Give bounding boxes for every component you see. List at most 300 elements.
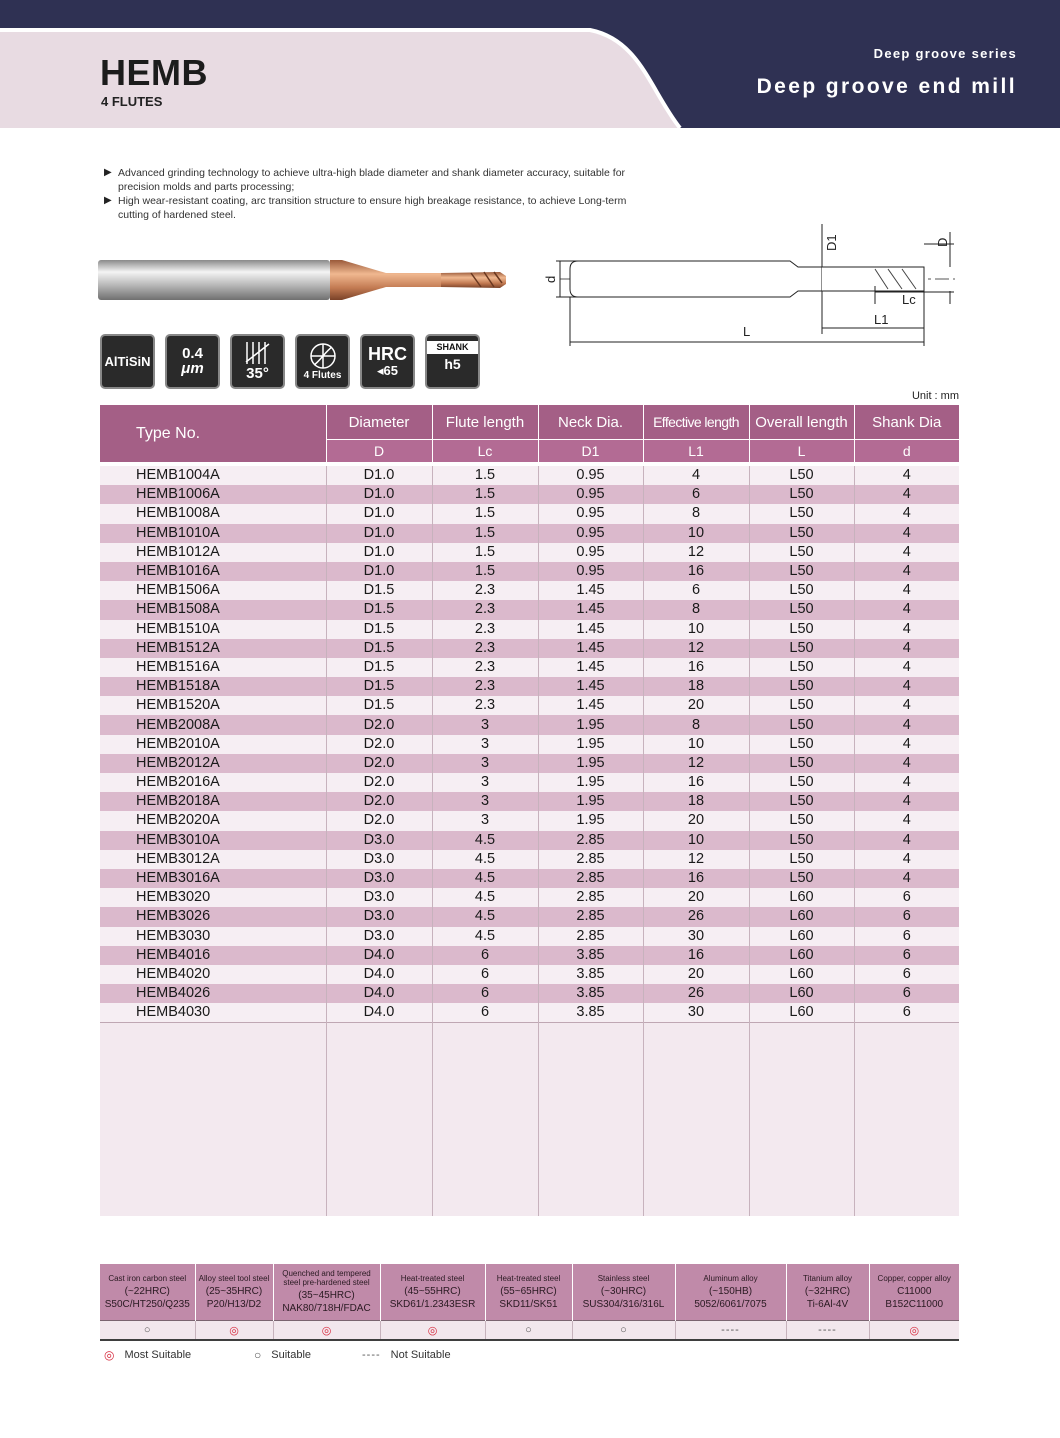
cell-type-no: HEMB1004A: [100, 466, 326, 485]
suitable-icon: ○: [254, 1348, 262, 1362]
cell-overall-length: L60: [749, 927, 854, 946]
cell-diameter: D3.0: [326, 869, 432, 888]
cell-neck-dia: 1.45: [538, 600, 643, 619]
cell-effective-length: 16: [643, 946, 749, 965]
cell-effective-length: 20: [643, 696, 749, 715]
cell-shank-dia: 6: [854, 888, 959, 907]
helix-angle-icon: [230, 334, 285, 389]
cell-type-no: HEMB1008A: [100, 504, 326, 523]
suitable-icon: ○: [572, 1321, 675, 1341]
bullet-arrow-icon: ▶: [104, 167, 112, 178]
cell-shank-dia: 4: [854, 562, 959, 581]
cell-flute-length: 4.5: [432, 831, 538, 850]
cell-effective-length: 10: [643, 524, 749, 543]
cell-overall-length: L50: [749, 504, 854, 523]
cell-diameter: D1.0: [326, 524, 432, 543]
cell-neck-dia: 2.85: [538, 831, 643, 850]
cell-shank-dia: 4: [854, 620, 959, 639]
most-suitable-icon: ◎: [195, 1321, 273, 1341]
cell-diameter: D1.5: [326, 696, 432, 715]
cell-shank-dia: 4: [854, 543, 959, 562]
cell-overall-length: L50: [749, 773, 854, 792]
cell-diameter: D3.0: [326, 850, 432, 869]
cell-overall-length: L50: [749, 485, 854, 504]
material-hardness: (55~65HRC): [500, 1285, 557, 1297]
material-hardness: (25~35HRC): [205, 1285, 263, 1297]
cell-diameter: D2.0: [326, 754, 432, 773]
table-row: [100, 658, 959, 677]
cell-neck-dia: 1.95: [538, 811, 643, 830]
cell-shank-dia: 4: [854, 715, 959, 734]
cell-diameter: D1.5: [326, 600, 432, 619]
table-row: [100, 600, 959, 619]
material-hardness: C11000: [897, 1285, 932, 1297]
dim-d-label: d: [543, 275, 558, 283]
most-suitable-icon: ◎: [869, 1321, 959, 1341]
cell-effective-length: 6: [643, 581, 749, 600]
cell-shank-dia: 4: [854, 639, 959, 658]
cell-diameter: D2.0: [326, 735, 432, 754]
helix-label: 35°: [246, 365, 269, 382]
cell-effective-length: 20: [643, 965, 749, 984]
col-sym-shank: d: [854, 440, 959, 463]
cell-diameter: D1.5: [326, 677, 432, 696]
cell-flute-length: 1.5: [432, 562, 538, 581]
cell-type-no: HEMB1006A: [100, 485, 326, 504]
material-cell: [572, 1264, 675, 1321]
feature-item: [104, 194, 644, 222]
cell-flute-length: 2.3: [432, 696, 538, 715]
cell-neck-dia: 1.95: [538, 773, 643, 792]
legend-suitable: [254, 1348, 362, 1362]
cell-effective-length: 8: [643, 504, 749, 523]
cell-flute-length: 4.5: [432, 869, 538, 888]
material-grade: SKD61/1.2343ESR: [389, 1298, 476, 1310]
table-row: [100, 869, 959, 888]
cell-diameter: D1.0: [326, 504, 432, 523]
table-row: [100, 466, 959, 485]
cell-diameter: D3.0: [326, 888, 432, 907]
cell-diameter: D2.0: [326, 792, 432, 811]
cell-effective-length: 26: [643, 984, 749, 1003]
cell-type-no: HEMB3010A: [100, 831, 326, 850]
cell-overall-length: L60: [749, 946, 854, 965]
flutes-icon: [295, 334, 350, 389]
hrc-label: HRC: [368, 343, 407, 364]
table-row: [100, 581, 959, 600]
table-row: [100, 927, 959, 946]
col-header-flute: Flute length: [432, 405, 538, 440]
table-row: [100, 773, 959, 792]
table-row: [100, 524, 959, 543]
cell-effective-length: 26: [643, 907, 749, 926]
legend-label: Most Suitable: [124, 1349, 192, 1361]
cell-shank-dia: 6: [854, 907, 959, 926]
cell-shank-dia: 4: [854, 600, 959, 619]
dim-L1-label: L1: [874, 312, 889, 327]
cell-effective-length: 10: [643, 620, 749, 639]
dim-Lc-label: Lc: [902, 292, 916, 307]
cell-shank-dia: 4: [854, 581, 959, 600]
cell-neck-dia: 1.95: [538, 715, 643, 734]
cell-flute-length: 1.5: [432, 524, 538, 543]
material-name: Stainless steel: [597, 1273, 650, 1283]
cell-flute-length: 2.3: [432, 658, 538, 677]
cell-type-no: HEMB1510A: [100, 620, 326, 639]
table-row: [100, 754, 959, 773]
product-title: Deep groove end mill: [756, 75, 1017, 98]
most-suitable-icon: ◎: [380, 1321, 485, 1341]
spec-table: [100, 405, 959, 1216]
legend-not-suitable: [362, 1348, 451, 1362]
cell-diameter: D3.0: [326, 927, 432, 946]
material-cell: [100, 1264, 195, 1321]
cell-type-no: HEMB3020: [100, 888, 326, 907]
material-cell: [869, 1264, 959, 1321]
cell-shank-dia: 4: [854, 735, 959, 754]
col-sym-diameter: D: [326, 440, 432, 463]
cell-overall-length: L50: [749, 811, 854, 830]
cell-diameter: D1.0: [326, 466, 432, 485]
cell-flute-length: 3: [432, 792, 538, 811]
cell-diameter: D1.5: [326, 620, 432, 639]
cell-shank-dia: 4: [854, 773, 959, 792]
cell-effective-length: 16: [643, 658, 749, 677]
cell-type-no: HEMB3030: [100, 927, 326, 946]
material-grade: 5052/6061/7075: [694, 1298, 767, 1310]
not-suitable-icon: ----: [786, 1321, 869, 1341]
col-header-neck: Neck Dia.: [538, 405, 643, 440]
cell-neck-dia: 0.95: [538, 524, 643, 543]
cell-diameter: D1.5: [326, 639, 432, 658]
cell-neck-dia: 0.95: [538, 504, 643, 523]
material-header-row: [100, 1264, 959, 1321]
cell-shank-dia: 4: [854, 677, 959, 696]
material-name: Aluminum alloy: [703, 1273, 758, 1283]
cell-flute-length: 2.3: [432, 677, 538, 696]
cell-shank-dia: 4: [854, 869, 959, 888]
material-grade: B152C11000: [885, 1298, 944, 1310]
end-mill-photo: [96, 256, 512, 304]
cell-effective-length: 10: [643, 735, 749, 754]
cell-shank-dia: 6: [854, 946, 959, 965]
cell-flute-length: 3: [432, 715, 538, 734]
cell-neck-dia: 3.85: [538, 946, 643, 965]
cell-overall-length: L60: [749, 888, 854, 907]
cell-neck-dia: 0.95: [538, 466, 643, 485]
cell-type-no: HEMB4020: [100, 965, 326, 984]
cell-flute-length: 3: [432, 773, 538, 792]
cell-neck-dia: 1.45: [538, 639, 643, 658]
shank-tolerance: h5: [444, 356, 461, 372]
feature-list: [104, 166, 644, 222]
cell-shank-dia: 4: [854, 754, 959, 773]
material-cell: [195, 1264, 273, 1321]
cell-neck-dia: 1.95: [538, 792, 643, 811]
cell-type-no: HEMB1012A: [100, 543, 326, 562]
bullet-arrow-icon: ▶: [104, 195, 112, 206]
cell-type-no: HEMB4026: [100, 984, 326, 1003]
col-sym-overall: L: [749, 440, 854, 463]
cell-diameter: D1.5: [326, 581, 432, 600]
table-row: [100, 850, 959, 869]
material-cell: [273, 1264, 380, 1321]
cell-type-no: HEMB1512A: [100, 639, 326, 658]
material-cell: [380, 1264, 485, 1321]
dim-D-label: D: [935, 237, 950, 247]
cell-shank-dia: 4: [854, 811, 959, 830]
cell-type-no: HEMB4030: [100, 1003, 326, 1023]
series-label: Deep groove series: [873, 46, 1017, 61]
material-hardness: (~32HRC): [804, 1285, 851, 1297]
table-row: [100, 888, 959, 907]
cell-flute-length: 6: [432, 965, 538, 984]
cell-effective-length: 18: [643, 792, 749, 811]
cell-diameter: D1.0: [326, 543, 432, 562]
table-row: [100, 907, 959, 926]
cell-flute-length: 1.5: [432, 485, 538, 504]
cell-overall-length: L50: [749, 466, 854, 485]
cell-effective-length: 12: [643, 754, 749, 773]
cell-effective-length: 16: [643, 562, 749, 581]
cell-overall-length: L50: [749, 562, 854, 581]
cell-overall-length: L50: [749, 543, 854, 562]
material-hardness: (45~55HRC): [404, 1285, 461, 1297]
technical-drawing: [540, 224, 970, 350]
cell-effective-length: 10: [643, 831, 749, 850]
material-grade: NAK80/718H/FDAC: [282, 1303, 371, 1314]
cell-overall-length: L50: [749, 831, 854, 850]
cell-neck-dia: 3.85: [538, 1003, 643, 1023]
material-hardness: (~150HB): [708, 1285, 753, 1297]
table-row: [100, 485, 959, 504]
cell-effective-length: 16: [643, 773, 749, 792]
material-rating-row: [100, 1321, 959, 1341]
table-row: [100, 639, 959, 658]
material-grade: SKD11/SK51: [499, 1298, 558, 1310]
material-grade: S50C/HT250/Q235: [104, 1298, 190, 1310]
cell-diameter: D3.0: [326, 907, 432, 926]
table-row: [100, 965, 959, 984]
cell-flute-length: 3: [432, 811, 538, 830]
shank-label: SHANK: [427, 341, 478, 354]
cell-overall-length: L50: [749, 524, 854, 543]
cell-overall-length: L50: [749, 658, 854, 677]
cell-neck-dia: 2.85: [538, 907, 643, 926]
cell-overall-length: L60: [749, 965, 854, 984]
table-row: [100, 620, 959, 639]
material-cell: [485, 1264, 572, 1321]
table-row: [100, 543, 959, 562]
cell-shank-dia: 6: [854, 965, 959, 984]
cell-neck-dia: 1.45: [538, 581, 643, 600]
cell-flute-length: 2.3: [432, 581, 538, 600]
feature-text: High wear-resistant coating, arc transition structure to ensure high breakage resistance, to achieve Long-term cutting of hardened steel.: [118, 195, 627, 221]
cell-overall-length: L50: [749, 620, 854, 639]
cell-effective-length: 4: [643, 466, 749, 485]
cell-type-no: HEMB4016: [100, 946, 326, 965]
table-row: [100, 696, 959, 715]
unit-label: Unit : mm: [911, 390, 959, 402]
material-name: Copper, copper alloy: [877, 1273, 951, 1283]
cell-overall-length: L50: [749, 754, 854, 773]
cell-overall-length: L50: [749, 792, 854, 811]
cell-neck-dia: 2.85: [538, 869, 643, 888]
cell-neck-dia: 1.45: [538, 677, 643, 696]
cell-flute-length: 3: [432, 754, 538, 773]
cell-neck-dia: 2.85: [538, 927, 643, 946]
material-hardness: (~22HRC): [124, 1285, 170, 1297]
cell-flute-length: 1.5: [432, 504, 538, 523]
material-hardness: (35~45HRC): [298, 1290, 355, 1301]
cell-overall-length: L50: [749, 850, 854, 869]
col-header-type: Type No.: [100, 405, 326, 462]
suitable-icon: ○: [485, 1321, 572, 1341]
material-grade: P20/H13/D2: [206, 1298, 262, 1310]
cell-overall-length: L50: [749, 600, 854, 619]
table-row: [100, 735, 959, 754]
cell-type-no: HEMB2012A: [100, 754, 326, 773]
material-name: Cast iron carbon steel: [108, 1273, 187, 1283]
cell-overall-length: L50: [749, 639, 854, 658]
not-suitable-icon: ----: [362, 1349, 381, 1361]
cell-type-no: HEMB1508A: [100, 600, 326, 619]
not-suitable-icon: ----: [675, 1321, 786, 1341]
cell-shank-dia: 4: [854, 524, 959, 543]
table-row: [100, 562, 959, 581]
cell-type-no: HEMB3016A: [100, 869, 326, 888]
cell-overall-length: L50: [749, 696, 854, 715]
cell-effective-length: 18: [643, 677, 749, 696]
most-suitable-icon: ◎: [273, 1321, 380, 1341]
cell-flute-length: 4.5: [432, 907, 538, 926]
cell-shank-dia: 6: [854, 927, 959, 946]
flutes-subtitle: 4 FLUTES: [101, 94, 163, 109]
cell-overall-length: L50: [749, 677, 854, 696]
cell-shank-dia: 6: [854, 984, 959, 1003]
cell-overall-length: L50: [749, 735, 854, 754]
cell-type-no: HEMB1520A: [100, 696, 326, 715]
cell-flute-length: 2.3: [432, 639, 538, 658]
cell-diameter: D1.0: [326, 562, 432, 581]
table-row: [100, 1003, 959, 1023]
model-title: HEMB: [100, 52, 208, 93]
coating-icon: [100, 334, 155, 389]
accuracy-icon: [165, 334, 220, 389]
material-name: Heat-treated steel: [400, 1273, 465, 1283]
material-hardness: (~30HRC): [600, 1285, 647, 1297]
legend-label: Not Suitable: [390, 1349, 451, 1361]
cell-effective-length: 12: [643, 639, 749, 658]
cell-type-no: HEMB1518A: [100, 677, 326, 696]
spec-table-body: [100, 462, 959, 1216]
cell-type-no: HEMB2020A: [100, 811, 326, 830]
material-name: Titanium alloy: [802, 1273, 853, 1283]
table-row: [100, 715, 959, 734]
table-empty-area: [100, 1023, 959, 1217]
cell-effective-length: 20: [643, 888, 749, 907]
cell-diameter: D1.5: [326, 658, 432, 677]
cell-overall-length: L50: [749, 581, 854, 600]
cell-neck-dia: 2.85: [538, 850, 643, 869]
cell-neck-dia: 3.85: [538, 965, 643, 984]
cell-shank-dia: 4: [854, 792, 959, 811]
cell-neck-dia: 2.85: [538, 888, 643, 907]
table-row: [100, 946, 959, 965]
rating-legend: [104, 1348, 451, 1362]
cell-flute-length: 2.3: [432, 620, 538, 639]
col-sym-neck: D1: [538, 440, 643, 463]
col-header-effective: Effective length: [643, 405, 749, 440]
cell-diameter: D2.0: [326, 715, 432, 734]
feature-item: [104, 166, 644, 194]
col-header-overall: Overall length: [749, 405, 854, 440]
table-row: [100, 504, 959, 523]
cell-effective-length: 8: [643, 715, 749, 734]
spec-icon-row: [100, 334, 480, 389]
cell-overall-length: L60: [749, 984, 854, 1003]
suitable-icon: ○: [100, 1321, 195, 1341]
cell-diameter: D2.0: [326, 811, 432, 830]
flutes-label: 4 Flutes: [303, 370, 342, 381]
legend-most-suitable: [104, 1348, 254, 1362]
cell-diameter: D4.0: [326, 1003, 432, 1023]
cell-neck-dia: 3.85: [538, 984, 643, 1003]
cell-neck-dia: 0.95: [538, 543, 643, 562]
cell-diameter: D2.0: [326, 773, 432, 792]
cell-effective-length: 8: [643, 600, 749, 619]
cell-shank-dia: 4: [854, 696, 959, 715]
cell-shank-dia: 4: [854, 850, 959, 869]
dim-L-label: L: [743, 324, 751, 339]
cell-neck-dia: 0.95: [538, 562, 643, 581]
cell-neck-dia: 1.95: [538, 754, 643, 773]
material-name: Heat-treated steel: [496, 1273, 561, 1283]
coating-label: AlTiSiN: [104, 354, 151, 369]
table-row: [100, 984, 959, 1003]
table-row: [100, 831, 959, 850]
cell-type-no: HEMB3026: [100, 907, 326, 926]
cell-shank-dia: 4: [854, 504, 959, 523]
material-name: Quenched and tempered steel pre-hardened steel: [282, 1269, 371, 1287]
cell-type-no: HEMB1506A: [100, 581, 326, 600]
cell-type-no: HEMB2010A: [100, 735, 326, 754]
cell-overall-length: L50: [749, 869, 854, 888]
cell-flute-length: 3: [432, 735, 538, 754]
cell-neck-dia: 1.45: [538, 696, 643, 715]
accuracy-value: 0.4: [182, 344, 203, 362]
material-name: Alloy steel tool steel: [198, 1273, 270, 1283]
table-row: [100, 811, 959, 830]
cell-overall-length: L50: [749, 715, 854, 734]
shank-tolerance-icon: [425, 334, 480, 389]
cell-effective-length: 30: [643, 1003, 749, 1023]
cell-diameter: D4.0: [326, 946, 432, 965]
cell-type-no: HEMB1010A: [100, 524, 326, 543]
col-header-shank: Shank Dia: [854, 405, 959, 440]
cell-flute-length: 1.5: [432, 543, 538, 562]
cell-type-no: HEMB2018A: [100, 792, 326, 811]
cell-flute-length: 4.5: [432, 888, 538, 907]
material-cell: [786, 1264, 869, 1321]
cell-flute-length: 1.5: [432, 466, 538, 485]
cell-shank-dia: 4: [854, 485, 959, 504]
cell-diameter: D1.0: [326, 485, 432, 504]
cell-shank-dia: 4: [854, 831, 959, 850]
cell-effective-length: 30: [643, 927, 749, 946]
cell-neck-dia: 0.95: [538, 485, 643, 504]
cell-shank-dia: 4: [854, 466, 959, 485]
